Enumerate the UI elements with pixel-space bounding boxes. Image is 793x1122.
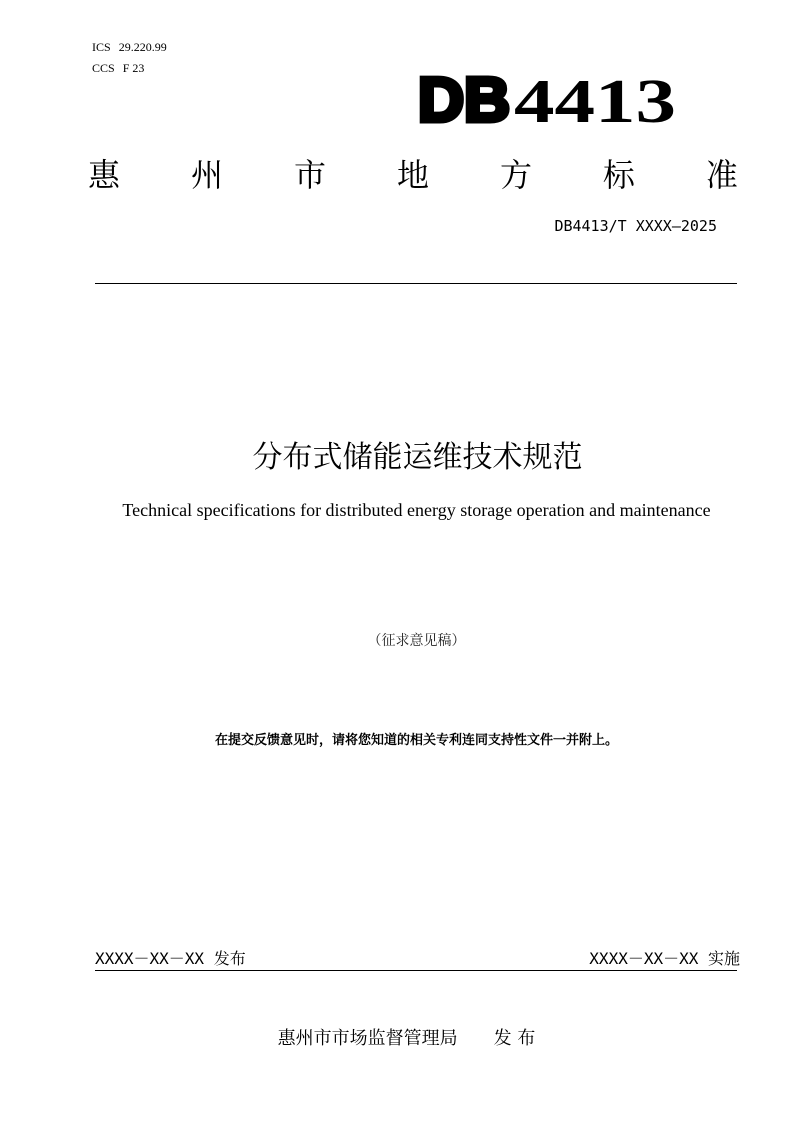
db-logo [418,66,678,132]
standard-type-char: 市 [293,156,326,194]
ccs-code [92,61,152,75]
ccs-number: F 23 [122,61,145,75]
standard-number: DB4413/T XXXX—2025 [554,217,717,235]
ccs-label: CCS [92,61,115,75]
issue-date: XXXX－XX－XX 发布 [95,949,246,968]
standard-type-char: 惠 [88,156,121,194]
issuer [0,1024,793,1050]
ics-code [92,40,175,54]
ics-label: ICS [92,40,111,54]
patent-notice: 在提交反馈意见时，请将您知道的相关专利连同支持性文件一并附上。 [214,733,618,748]
ics-number: 29.220.99 [118,40,167,54]
standard-type-char: 州 [190,156,223,194]
implement-date: XXXX－XX－XX 实施 [589,949,740,968]
title-chinese: 分布式储能运维技术规范 [252,440,583,475]
title-english: Technical specifications for distributed energy storage operation and maintenance [122,500,711,520]
db-logo-prefix: DB [418,66,510,132]
standard-type-char: 准 [705,156,738,194]
standard-type-char: 方 [499,156,532,194]
bottom-divider [95,970,737,971]
standard-type-char: 地 [396,156,429,194]
top-divider [95,283,737,284]
issuer-name: 惠州市市场监督管理局 [277,1028,458,1049]
standard-type-char: 标 [602,156,635,194]
draft-status: （征求意见稿） [367,633,466,649]
db-logo-digits: 4413 [514,68,676,132]
issuer-action: 发 布 [493,1028,536,1049]
standard-type [88,150,738,196]
